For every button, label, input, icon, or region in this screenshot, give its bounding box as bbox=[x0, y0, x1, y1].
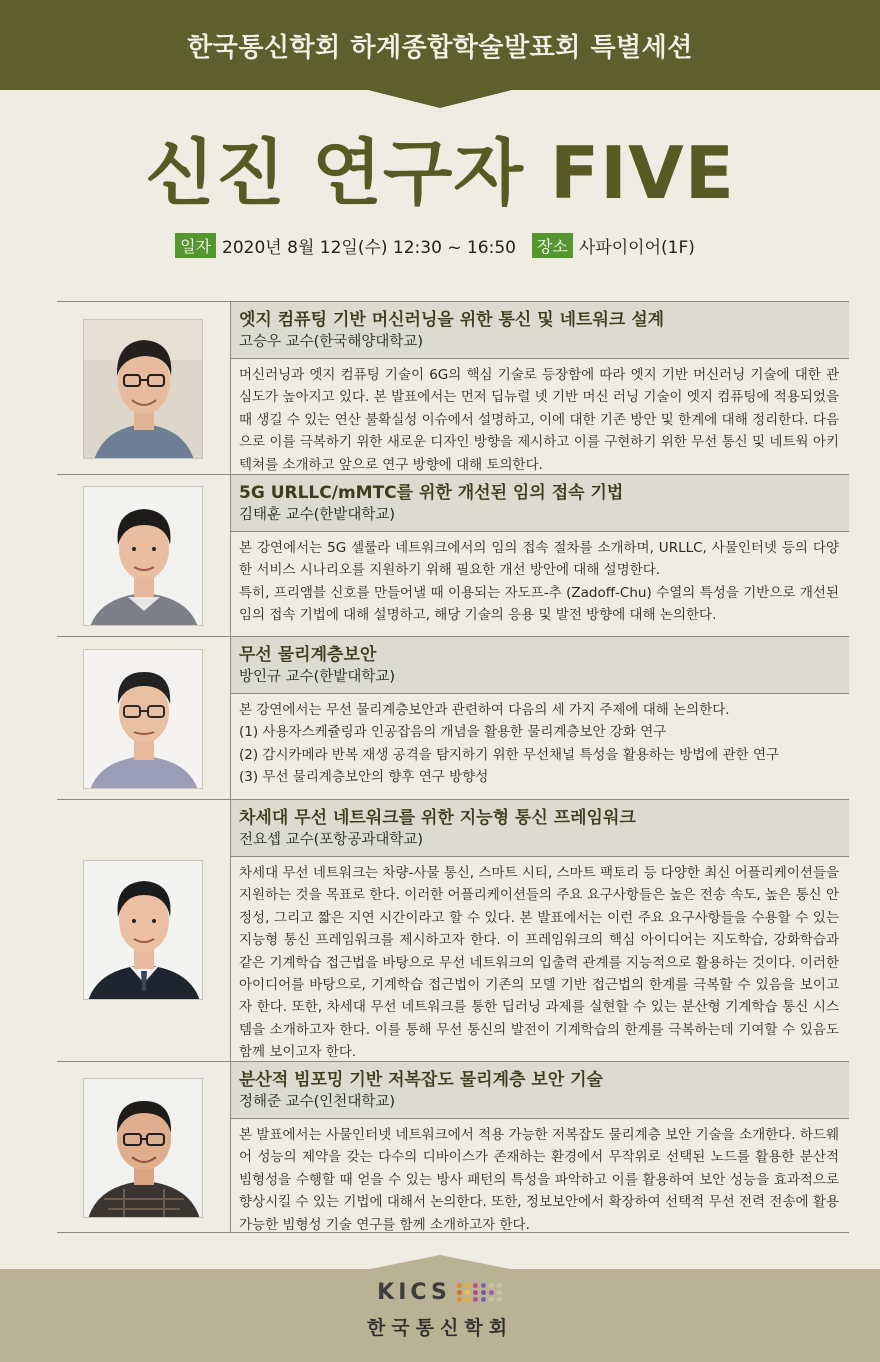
talk-abstract bbox=[231, 1119, 849, 1243]
talk-title: 엣지 컴퓨팅 기반 머신러닝을 위한 통신 및 네트워크 설계 bbox=[239, 310, 665, 330]
photo-column bbox=[57, 800, 230, 1061]
talk-content bbox=[230, 475, 849, 636]
talk-content bbox=[230, 302, 849, 474]
photo-column bbox=[57, 475, 230, 636]
talk-header bbox=[231, 302, 849, 359]
abstract-paragraph: (1) 사용자스케쥴링과 인공잡음의 개념을 활용한 물리계층보안 강화 연구 bbox=[239, 724, 667, 741]
talk-title: 분산적 빔포밍 기반 저복잡도 물리계층 보안 기술 bbox=[239, 1070, 603, 1090]
abstract-paragraph: 본 강연에서는 5G 셀룰라 네트워크에서의 임의 접속 절차를 소개하며, URLLC, 사물인터넷 등의 다양한 서비스 시나리오를 지원하기 위해 필요한 개선 방안에 대해 설명한다. bbox=[239, 540, 839, 579]
talk-abstract bbox=[231, 359, 849, 483]
speaker-name: 방인규 교수(한밭대학교) bbox=[239, 669, 395, 685]
org-name: 한국통신학회 bbox=[366, 1317, 514, 1339]
place-value: 사파이이어(1F) bbox=[578, 237, 695, 258]
logo-text: KICS bbox=[377, 1280, 451, 1305]
talk-abstract bbox=[231, 694, 849, 796]
speaker-row bbox=[57, 474, 849, 636]
page-title: 신진 연구자 FIVE bbox=[145, 131, 735, 215]
speaker-row bbox=[57, 636, 849, 799]
date-value: 2020년 8월 12일(수) 12:30 ~ 16:50 bbox=[222, 237, 516, 258]
photo-column bbox=[57, 1062, 230, 1232]
speaker-photo bbox=[83, 860, 203, 1000]
speaker-name: 김태훈 교수(한밭대학교) bbox=[239, 507, 395, 523]
top-banner bbox=[0, 0, 880, 90]
event-title: 한국통신학회 하계종합학술발표회 특별세션 bbox=[187, 32, 693, 63]
date-tag: 일자 bbox=[175, 233, 216, 258]
abstract-paragraph: (2) 감시카메라 반복 재생 공격을 탐지하기 위한 무선채널 특성을 활용하는 방법에 관한 연구 bbox=[239, 746, 780, 763]
speaker-name: 고승우 교수(한국해양대학교) bbox=[239, 334, 424, 350]
logo-dots-icon bbox=[457, 1283, 503, 1302]
speaker-list bbox=[57, 301, 849, 1233]
talk-abstract bbox=[231, 857, 849, 1071]
banner-notch bbox=[360, 88, 520, 108]
speaker-photo bbox=[83, 319, 203, 459]
speaker-name: 전요셉 교수(포항공과대학교) bbox=[239, 832, 424, 848]
photo-column bbox=[57, 302, 230, 474]
speaker-row bbox=[57, 301, 849, 474]
abstract-paragraph: 차세대 무선 네트워크는 차량-사물 통신, 스마트 시티, 스마트 팩토리 등 다양한 최신 어플리케이션들을 지원하는 것을 목표로 한다. 이러한 어플리케이션들의 주요 요구사항들은 높은 전송 속도, 높은 통신 안정성, 그리고 짧은 지연 시간이라고 할 수 있다. 본 발표에서는 이런 주요 요구사항들을 수용할 수 있는 지능형 통신 프레임워크를 제시하고자 한다. 이 프레임워크의 핵심 아이디어는 지도학습, 강화학습과 같은 기계학습 접근법을 바탕으로 무선 네트워크의 입출력 관계를 지능적으로 활용하는 것이다. 이러한 아이디어를 바탕으로, 기계학습 접근법이 기존의 모델 기반 접근법의 한계를 극복할 수 있음을 보이고자 한다. 또한, 차세대 무선 네트워크를 통한 딥러닝 과제를 실현할 수 있는 분산형 기계학습 통신 시스템을 소개하고자 한다. 이를 통해 무선 통신의 발전이 기계학습의 한계를 극복하는데 기여할 수 있음도 함께 보이고자 한다. bbox=[239, 865, 839, 1061]
talk-title: 무선 물리계층보안 bbox=[239, 645, 377, 665]
talk-header bbox=[231, 475, 849, 532]
speaker-photo bbox=[83, 486, 203, 626]
talk-content bbox=[230, 1062, 849, 1232]
talk-header bbox=[231, 800, 849, 857]
photo-column bbox=[57, 637, 230, 799]
kics-logo bbox=[377, 1280, 503, 1305]
abstract-paragraph: 본 강연에서는 무선 물리계층보안과 관련하여 다음의 세 가지 주제에 대해 논의한다. bbox=[239, 702, 730, 718]
talk-title: 차세대 무선 네트워크를 위한 지능형 통신 프레임워크 bbox=[239, 808, 636, 828]
footer-notch bbox=[370, 1255, 510, 1269]
speaker-row bbox=[57, 1061, 849, 1233]
footer-logo bbox=[0, 1280, 880, 1340]
talk-header bbox=[231, 1062, 849, 1119]
talk-header bbox=[231, 637, 849, 694]
talk-content bbox=[230, 800, 849, 1061]
abstract-paragraph: 머신러닝과 엣지 컴퓨팅 기술이 6G의 핵심 기술로 등장함에 따라 엣지 기반 머신러닝 기술에 대한 관심도가 높아지고 있다. 본 발표에서는 먼저 딥뉴럴 넷 기반 머신 러닝 기술이 엣지 컴퓨팅에 적용되었을 때 생길 수 있는 연산 불확실성 이슈에서 설명하고, 이에 대한 기존 방안 및 한계에 대해 정리한다. 다음으로 이를 극복하기 위한 새로운 디자인 방향을 제시하고 이를 구현하기 위한 무선 통신 및 네트웍 아키텍쳐를 소개하고 앞으로 연구 방향에 대해 토의한다. bbox=[239, 367, 839, 473]
speaker-row bbox=[57, 799, 849, 1061]
abstract-paragraph: (3) 무선 물리계층보안의 향후 연구 방향성 bbox=[239, 769, 489, 786]
place-tag: 장소 bbox=[532, 233, 573, 258]
abstract-paragraph: 특히, 프리앰블 신호를 만들어낼 때 이용되는 자도프-추 (Zadoff-Chu) 수열의 특성을 기반으로 개선된 임의 접속 기법에 대해 설명하고, 해당 기술의 응용 및 발전 방향에 대해 논의한다. bbox=[239, 584, 839, 624]
talk-content bbox=[230, 637, 849, 799]
event-info bbox=[0, 232, 880, 258]
talk-abstract bbox=[231, 532, 849, 634]
abstract-paragraph: 본 발표에서는 사물인터넷 네트워크에서 적용 가능한 저복잡도 물리계층 보안 기술을 소개한다. 하드웨어 성능의 제약을 갖는 다수의 디바이스가 존재하는 환경에서 무작위로 선택된 노드를 활용한 분산적 빔형성을 수행할 때 얻을 수 있는 방사 패턴의 특성을 파악하고 이를 활용하여 보안 성능을 효과적으로 향상시킬 수 있는 기법에 대해서 논의한다. 또한, 정보보안에서 확장하여 선택적 무선 전력 전송에 활용 가능한 빔형성 기술 연구를 함께 소개하고자 한다. bbox=[239, 1127, 839, 1233]
speaker-photo bbox=[83, 1078, 203, 1218]
speaker-name: 정해준 교수(인천대학교) bbox=[239, 1094, 395, 1110]
speaker-photo bbox=[83, 649, 203, 789]
talk-title: 5G URLLC/mMTC를 위한 개선된 임의 접속 기법 bbox=[239, 483, 624, 503]
